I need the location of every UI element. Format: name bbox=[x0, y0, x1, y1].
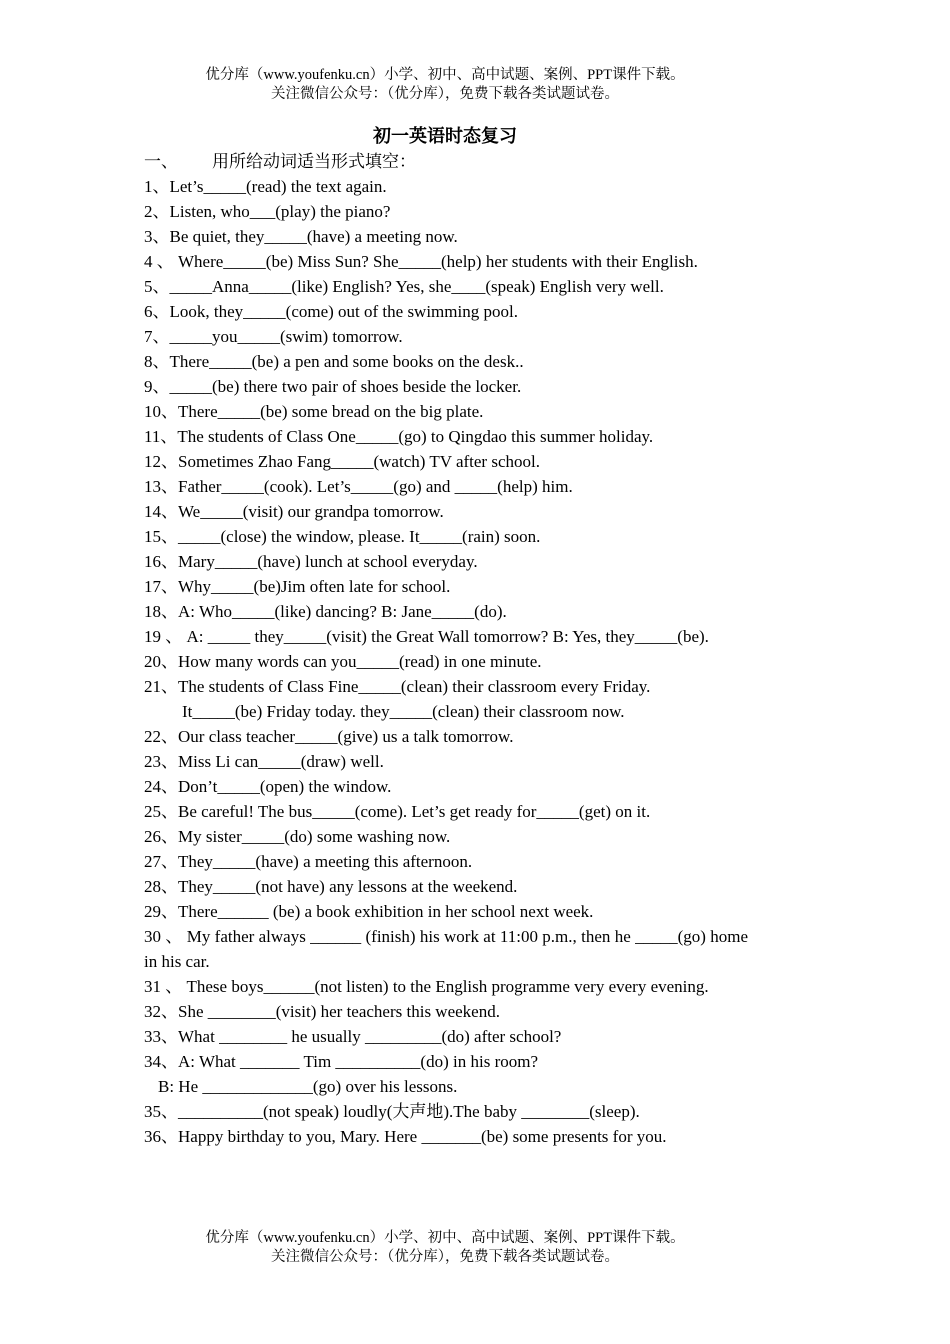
exercise-item: 25、Be careful! The bus_____(come). Let’s get ready for_____(get) on it. bbox=[144, 802, 651, 821]
footer-line-2: 关注微信公众号：（优分库），免费下载各类试题试卷。 bbox=[271, 1249, 619, 1265]
section-number: 一、 bbox=[144, 152, 178, 171]
exercise-item: 20、How many words can you_____(read) in one minute. bbox=[144, 652, 542, 671]
exercise-item: 22、Our class teacher_____(give) us a talk tomorrow. bbox=[144, 727, 514, 746]
exercise-item: 36、Happy birthday to you, Mary. Here _______(be) some presents for you. bbox=[144, 1127, 667, 1146]
exercise-item: 24、Don’t_____(open) the window. bbox=[144, 777, 392, 796]
exercise-item: 28、They_____(not have) any lessons at the weekend. bbox=[144, 877, 518, 896]
exercise-item: 35、__________(not speak) loudly(大声地).The baby ________(sleep). bbox=[144, 1102, 640, 1121]
exercise-item: 15、_____(close) the window, please. It_____(rain) soon. bbox=[144, 527, 541, 546]
exercise-item: 5、_____Anna_____(like) English? Yes, she____(speak) English very well. bbox=[144, 277, 664, 296]
page-header bbox=[0, 66, 890, 104]
exercise-item: 1、Let’s_____(read) the text again. bbox=[144, 177, 387, 196]
exercise-item: 30 、 My father always ______ (finish) his work at 11:00 p.m., then he _____(go) home in his car. bbox=[144, 927, 748, 971]
exercise-item: 6、Look, they_____(come) out of the swimming pool. bbox=[144, 302, 518, 321]
exercise-item: 9、_____(be) there two pair of shoes beside the locker. bbox=[144, 377, 522, 396]
exercise-item: 34、A: What _______ Tim __________(do) in his room? bbox=[144, 1052, 538, 1071]
exercise-item: 17、Why_____(be)Jim often late for school. bbox=[144, 577, 451, 596]
footer-line-1: 优分库（www.youfenku.cn）小学、初中、高中试题、案例、PPT课件下载。 bbox=[205, 1230, 685, 1246]
exercise-item: 2、Listen, who___(play) the piano? bbox=[144, 202, 391, 221]
section-heading bbox=[144, 149, 748, 174]
exercise-item: 3、Be quiet, they_____(have) a meeting now. bbox=[144, 227, 458, 246]
exercise-item: 31 、 These boys______(not listen) to the English programme very every evening. bbox=[144, 977, 709, 996]
exercise-item: 4 、 Where_____(be) Miss Sun? She_____(help) her students with their English. bbox=[144, 252, 698, 271]
exercise-item: 18、A: Who_____(like) dancing? B: Jane_____(do). bbox=[144, 602, 507, 621]
exercise-item: 12、Sometimes Zhao Fang_____(watch) TV after school. bbox=[144, 452, 540, 471]
header-line-2: 关注微信公众号：（优分库），免费下载各类试题试卷。 bbox=[271, 86, 619, 102]
exercise-item: 26、My sister_____(do) some washing now. bbox=[144, 827, 451, 846]
exercise-item: 8、There_____(be) a pen and some books on the desk.. bbox=[144, 352, 524, 371]
exercise-item: 33、What ________ he usually _________(do) after school? bbox=[144, 1027, 562, 1046]
exercise-item: 16、Mary_____(have) lunch at school everyday. bbox=[144, 552, 478, 571]
exercise-item: 14、We_____(visit) our grandpa tomorrow. bbox=[144, 502, 444, 521]
exercise-item: 10、There_____(be) some bread on the big plate. bbox=[144, 402, 484, 421]
page-footer bbox=[0, 1229, 890, 1267]
page-title: 初一英语时态复习 bbox=[373, 126, 517, 146]
exercise-item: 11、The students of Class One_____(go) to Qingdao this summer holiday. bbox=[144, 427, 654, 446]
exercise-item: 23、Miss Li can_____(draw) well. bbox=[144, 752, 384, 771]
exercise-item: 7、_____you_____(swim) tomorrow. bbox=[144, 327, 403, 346]
exercise-item-continuation: It_____(be) Friday today. they_____(clean) their classroom now. bbox=[182, 702, 625, 721]
exercise-item: 13、Father_____(cook). Let’s_____(go) and _____(help) him. bbox=[144, 477, 573, 496]
exercise-item: 29、There______ (be) a book exhibition in her school next week. bbox=[144, 902, 594, 921]
exercise-item: 19 、 A: _____ they_____(visit) the Great Wall tomorrow? B: Yes, they_____(be). bbox=[144, 627, 709, 646]
exercise-item-continuation: B: He _____________(go) over his lessons. bbox=[158, 1077, 458, 1096]
section-instruction: 用所给动词适当形式填空： bbox=[212, 152, 416, 171]
exercise-item: 27、They_____(have) a meeting this afternoon. bbox=[144, 852, 473, 871]
header-line-1: 优分库（www.youfenku.cn）小学、初中、高中试题、案例、PPT课件下载。 bbox=[205, 67, 685, 83]
exercise-item: 32、She ________(visit) her teachers this weekend. bbox=[144, 1002, 500, 1021]
exercise-item: 21、The students of Class Fine_____(clean) their classroom every Friday. bbox=[144, 677, 651, 696]
exercise-content bbox=[144, 149, 748, 1149]
